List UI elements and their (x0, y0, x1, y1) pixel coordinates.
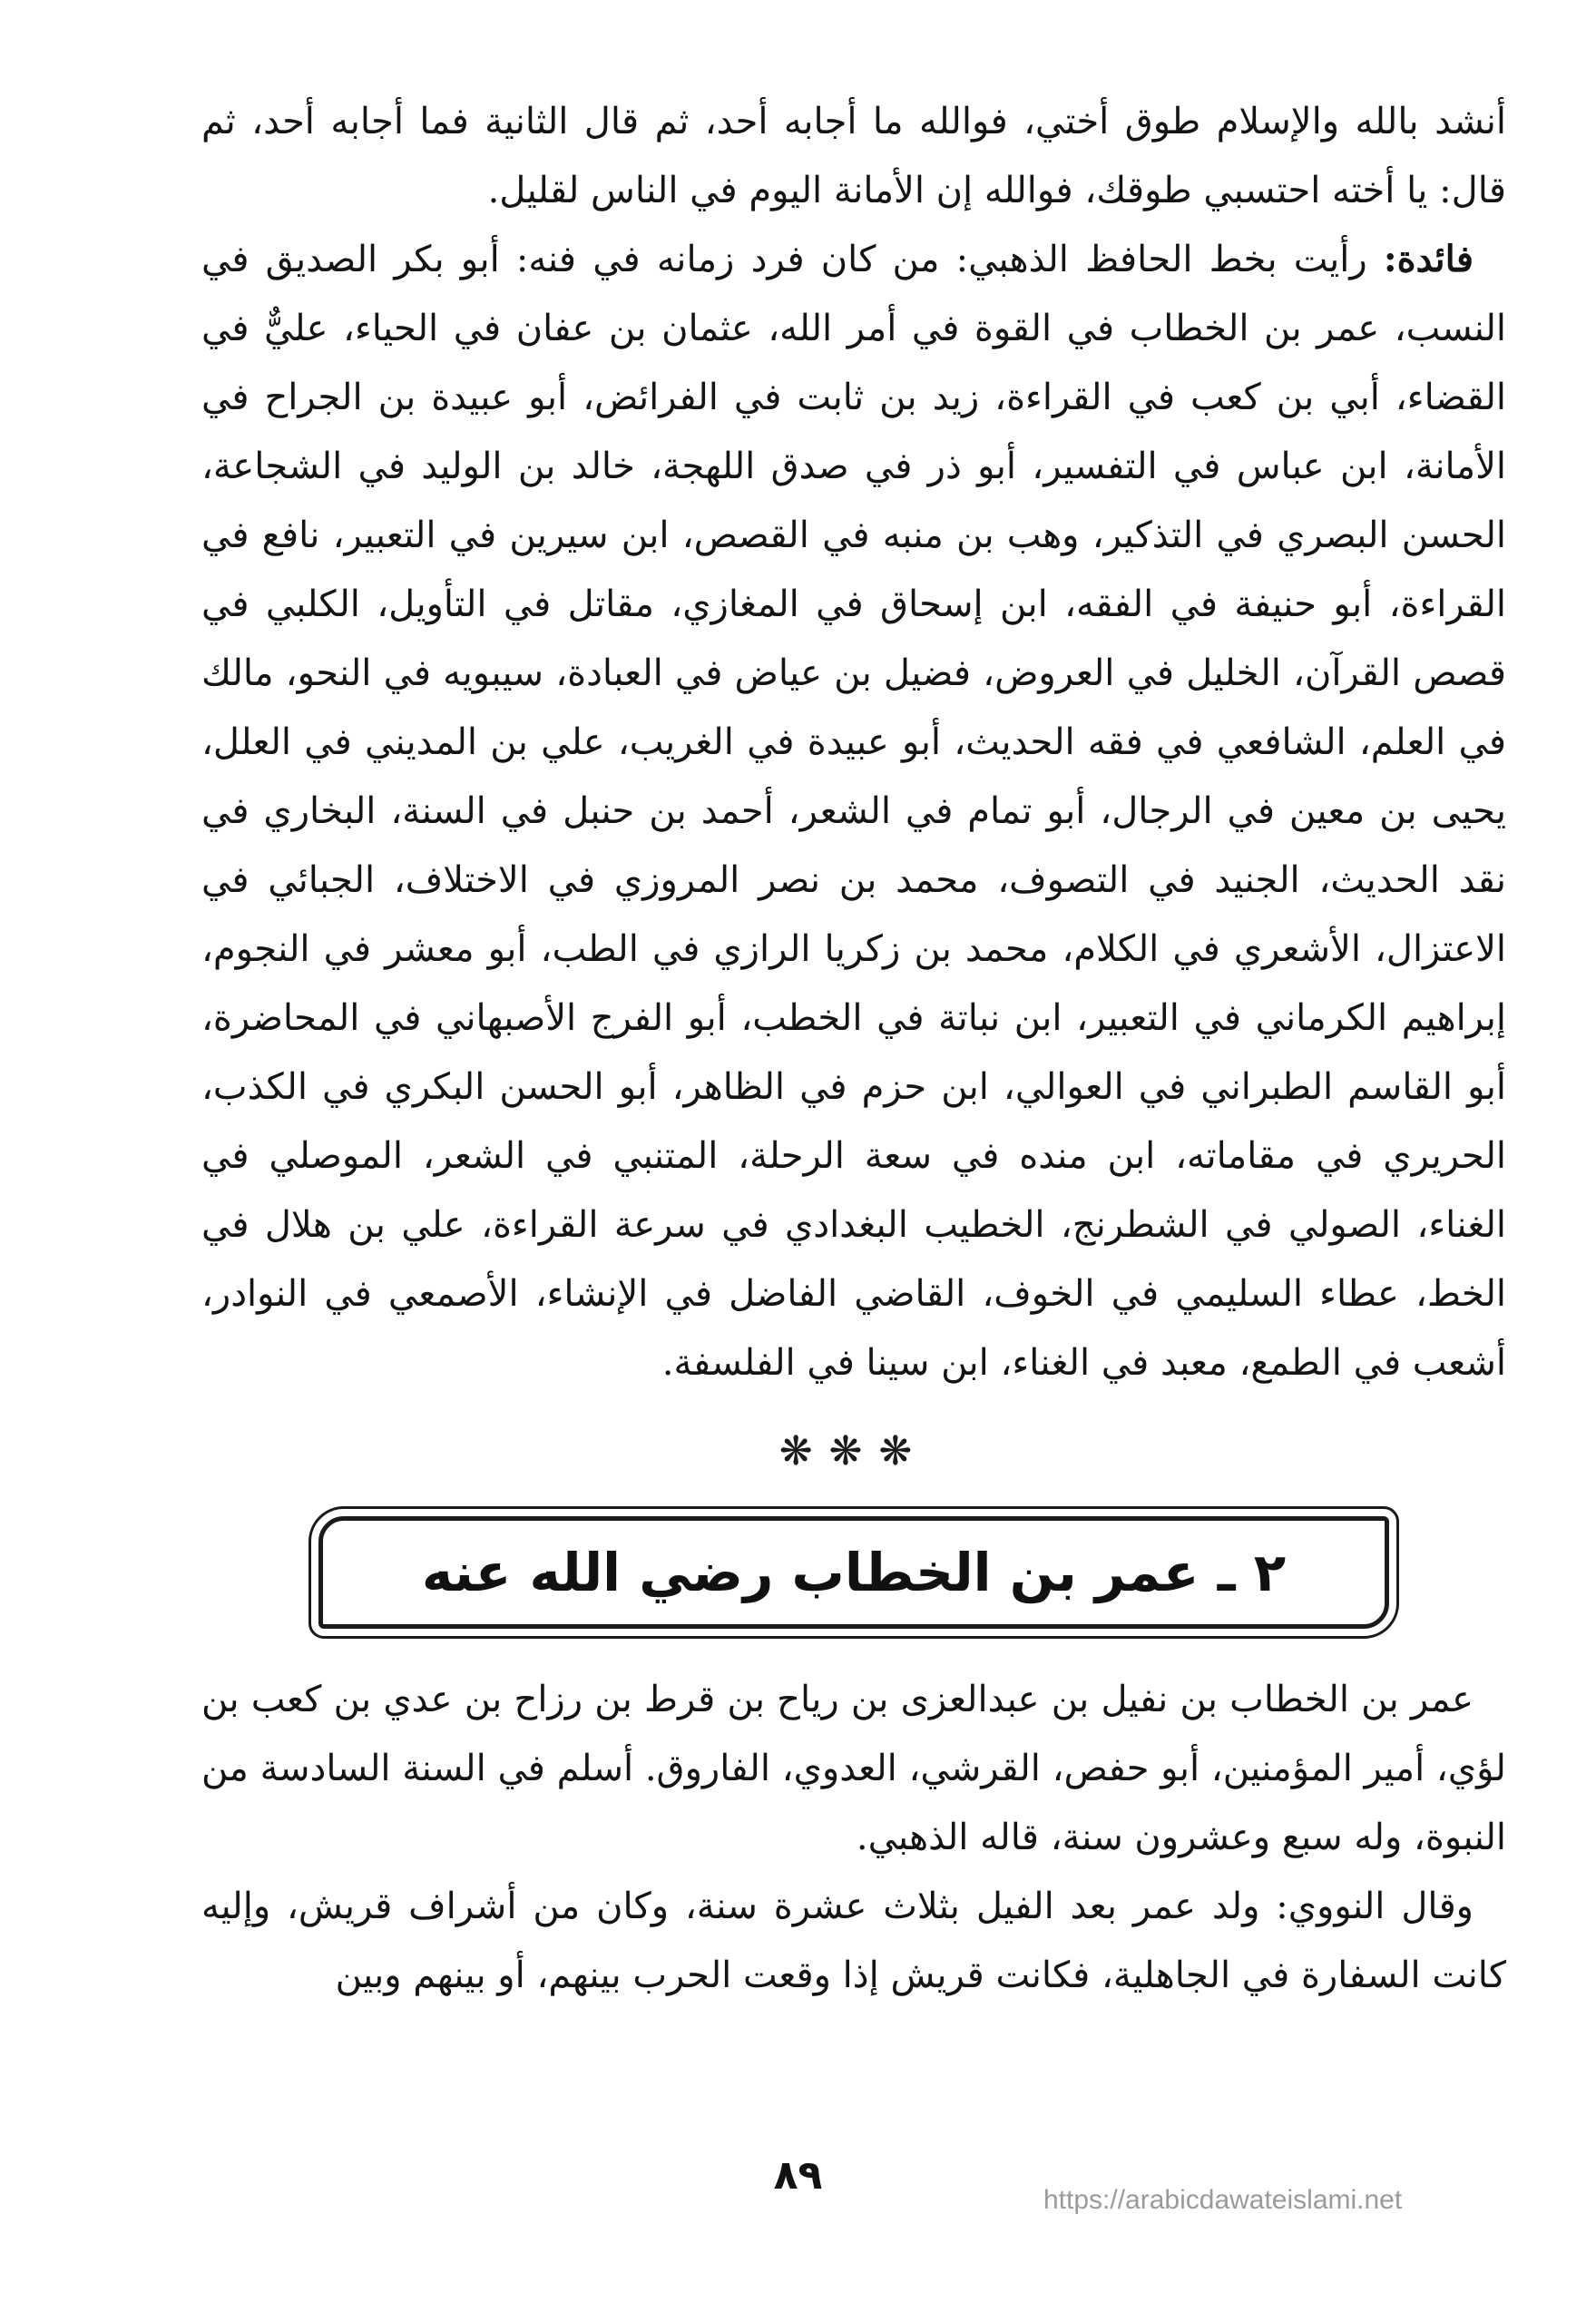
paragraph-faida (201, 225, 1506, 1397)
paragraph-umar-lineage: عمر بن الخطاب بن نفيل بن عبدالعزى بن رياح بن قرط بن رزاح بن عدي بن كعب بن لؤي، أمير المؤمنين، أبو حفص، القرشي، العدوي، الفاروق. أسلم في السنة السادسة من النبوة، وله سبع وعشرون سنة، قاله الذهبي. (201, 1679, 1506, 1858)
section-divider-ornament: ❋❋❋ (778, 1428, 929, 1474)
faida-label: فائدة: (1383, 238, 1474, 280)
faida-text: رأيت بخط الحافظ الذهبي: من كان فرد زمانه في فنه: أبو بكر الصديق في النسب، عمر بن الخطاب في القوة في أمر الله، عثمان بن عفان في الحياء، عليٌّ في القضاء، أبي بن كعب في القراءة، زيد بن ثابت في الفرائض، أبو عبيدة بن الجراح في الأمانة، ابن عباس في التفسير، أبو ذر في صدق اللهجة، خالد بن الوليد في الشجاعة، الحسن البصري في التذكير، وهب بن منبه في القصص، ابن سيرين في التعبير، نافع في القراءة، أبو حنيفة في الفقه، ابن إسحاق في المغازي، مقاتل في التأويل، الكلبي في قصص القرآن، الخليل في العروض، فضيل بن عياض في العبادة، سيبويه في النحو، مالك في العلم، الشافعي في فقه الحديث، أبو عبيدة في الغريب، علي بن المديني في العلل، يحيى بن معين في الرجال، أبو تمام في الشعر، أحمد بن حنبل في السنة، البخاري في نقد الحديث، الجنيد في التصوف، محمد بن نصر المروزي في الاختلاف، الجبائي في الاعتزال، الأشعري في الكلام، محمد بن زكريا الرازي في الطب، أبو معشر في النجوم، إبراهيم الكرماني في التعبير، ابن نباتة في الخطب، أبو الفرج الأصبهاني في المحاضرة، أبو القاسم الطبراني في العوالي، ابن حزم في الظاهر، أبو الحسن البكري في الكذب، الحريري في مقاماته، ابن منده في سعة الرحلة، المتنبي في الشعر، الموصلي في الغناء، الصولي في الشطرنج، الخطيب البغدادي في سرعة القراءة، علي بن هلال في الخط، عطاء السليمي في الخوف، القاضي الفاضل في الإنشاء، الأصمعي في النوادر، أشعب في الطمع، معبد في الغناء، ابن سينا في الفلسفة. (201, 239, 1507, 1384)
page-content (201, 87, 1506, 2010)
section-heading-frame (318, 1516, 1389, 1629)
section-heading: ٢ ـ عمر بن الخطاب رضي الله عنه (421, 1542, 1287, 1603)
paragraph-story-end: أنشد بالله والإسلام طوق أختي، فوالله ما أجابه أحد، ثم قال الثانية فما أجابه أحد، ثم قال: يا أخته احتسبي طوقك، فوالله إن الأمانة اليوم في الناس لقليل. (201, 101, 1506, 211)
page-number: ٨٩ (773, 2152, 823, 2199)
paragraph-nawawi: وقال النووي: ولد عمر بعد الفيل بثلاث عشرة سنة، وكان من أشراف قريش، وإليه كانت السفارة في الجاهلية، فكانت قريش إذا وقعت الحرب بينهم، أو بينهم وبين (201, 1886, 1506, 1996)
watermark-url: https://arabicdawateislami.net (1043, 2185, 1403, 2215)
